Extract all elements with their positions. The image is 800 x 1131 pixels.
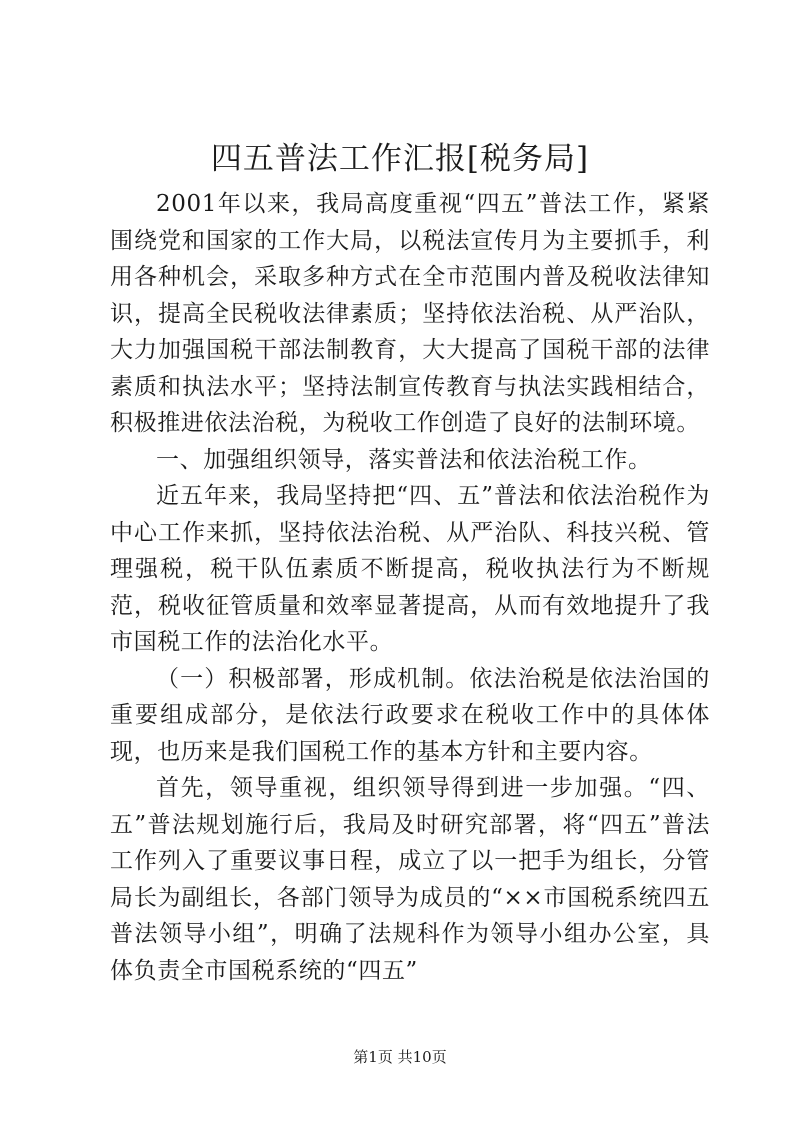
- paragraph-leadership: 首先，领导重视，组织领导得到进一步加强。“四、五”普法规划施行后，我局及时研究部署，将“四五”普法工作列入了重要议事日程，成立了以一把手为组长，分管局长为副组长，各部门领导为成员的“××市国税系统四五普法领导小组”，明确了法规科作为领导小组办公室，具体负责全市国税系统的“四五”: [110, 775, 710, 984]
- document-title: 四五普法工作汇报[税务局]: [210, 141, 590, 177]
- document-body: [110, 186, 710, 989]
- paragraph-overview: 近五年来，我局坚持把“四、五”普法和依法治税作为中心工作来抓，坚持依法治税、从严治队、科技兴税、管理强税，税干队伍素质不断提高，税收执法行为不断规范，税收征管质量和效率显著提高，从而有效地提升了我市国税工作的法治化水平。: [110, 483, 710, 655]
- section-heading: 一、加强组织领导，落实普法和依法治税工作。: [156, 446, 652, 473]
- page-footer: 第1页 共10页: [353, 1048, 447, 1066]
- paragraph-intro: 2001年以来，我局高度重视“四五”普法工作，紧紧围绕党和国家的工作大局，以税法宣传月为主要抓手，利用各种机会，采取多种方式在全市范围内普及税收法律知识，提高全民税收法律素质；坚持依法治税、从严治队，大力加强国税干部法制教育，大大提高了国税干部的法律素质和执法水平；坚持法制宣传教育与执法实践相结合，积极推进依法治税，为税收工作创造了良好的法制环境。: [110, 191, 710, 436]
- paragraph-subsection-1: （一）积极部署，形成机制。依法治税是依法治国的重要组成部分，是依法行政要求在税收工作中的具体体现，也历来是我们国税工作的基本方针和主要内容。: [110, 665, 710, 765]
